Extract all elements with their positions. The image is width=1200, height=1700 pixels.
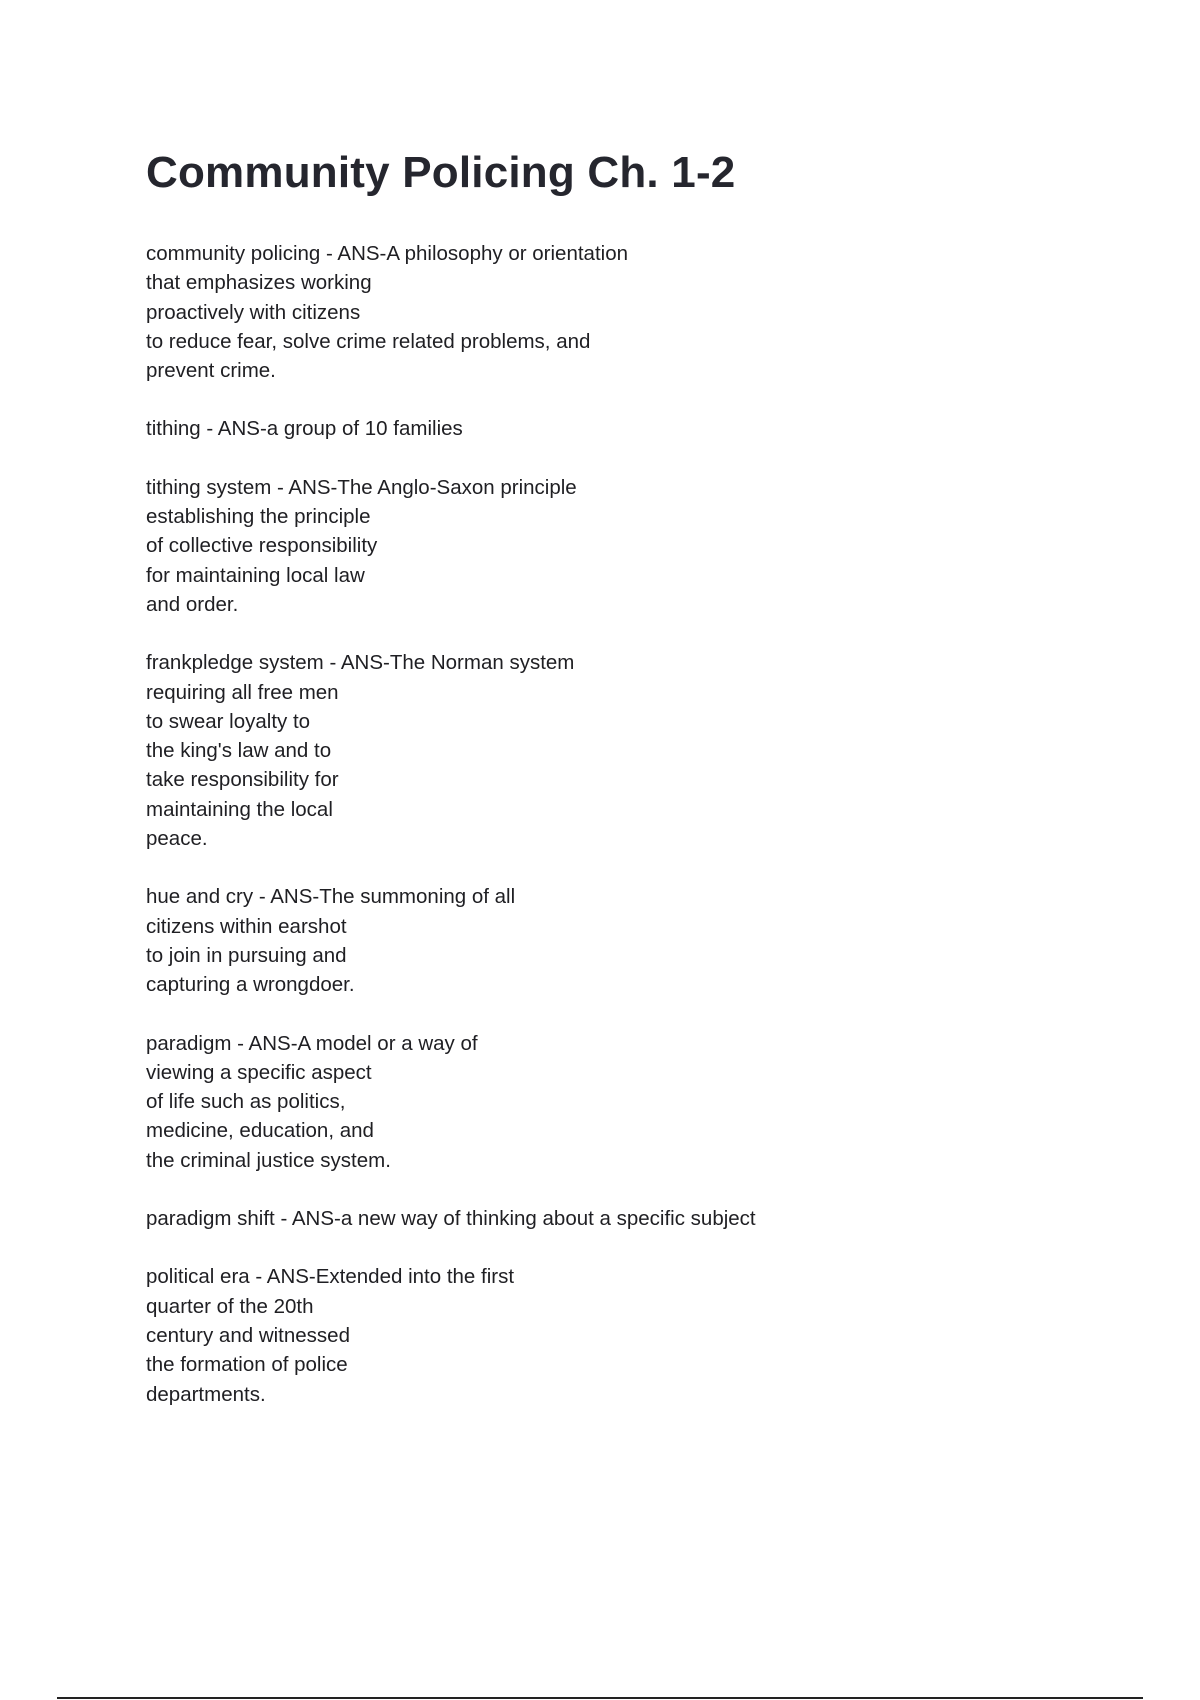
entry-line: of life such as politics, [146,1090,346,1114]
entry-line: capturing a wrongdoer. [146,973,355,997]
entry-line: requiring all free men [146,680,339,704]
entry-line: establishing the principle [146,505,371,529]
entry-line: century and witnessed [146,1323,350,1347]
entry-line: paradigm shift - ANS-a new way of thinking about a specific subject [146,1207,756,1231]
entry-line: proactively with citizens [146,300,361,324]
entry-community-policing [146,239,1046,385]
entry-line: and order. [146,592,239,616]
entry-line: medicine, education, and [146,1119,374,1143]
page-title: Community Policing Ch. 1-2 [146,148,736,197]
entry-line: political era - ANS-Extended into the first [146,1265,515,1289]
entry-line: tithing system - ANS-The Anglo-Saxon principle [146,475,577,499]
entry-line: peace. [146,827,208,851]
entry-line: take responsibility for [146,768,339,792]
entry-line: departments. [146,1382,266,1406]
entry-line: that emphasizes working [146,271,372,295]
entry-line: citizens within earshot [146,914,347,938]
entry-paradigm [146,1029,1046,1175]
entry-line: paradigm - ANS-A model or a way of [146,1031,478,1055]
entry-paradigm-shift [146,1204,1046,1233]
entry-line: the formation of police [146,1353,348,1377]
entry-line: to reduce fear, solve crime related problems, and [146,329,591,353]
entry-line: prevent crime. [146,359,276,383]
entry-tithing-system [146,473,1046,619]
entry-line: frankpledge system - ANS-The Norman system [146,651,575,675]
entry-tithing [146,414,1046,443]
entry-line: quarter of the 20th [146,1294,314,1318]
entry-line: the king's law and to [146,739,332,763]
entry-line: for maintaining local law [146,563,365,587]
entry-hue-and-cry [146,882,1046,999]
entry-line: viewing a specific aspect [146,1060,372,1084]
entry-line: community policing - ANS-A philosophy or orientation [146,242,628,265]
entry-line: tithing - ANS-a group of 10 families [146,417,463,441]
entry-line: of collective responsibility [146,534,378,558]
entry-line: to join in pursuing and [146,943,347,967]
flashcard-entries [146,239,1046,1438]
entry-line: hue and cry - ANS-The summoning of all [146,885,516,909]
footer-divider [57,1697,1143,1699]
entry-political-era [146,1262,1046,1408]
entry-line: the criminal justice system. [146,1148,391,1172]
entry-line: to swear loyalty to [146,709,311,733]
entry-line: maintaining the local [146,797,333,821]
entry-frankpledge-system [146,648,1046,853]
